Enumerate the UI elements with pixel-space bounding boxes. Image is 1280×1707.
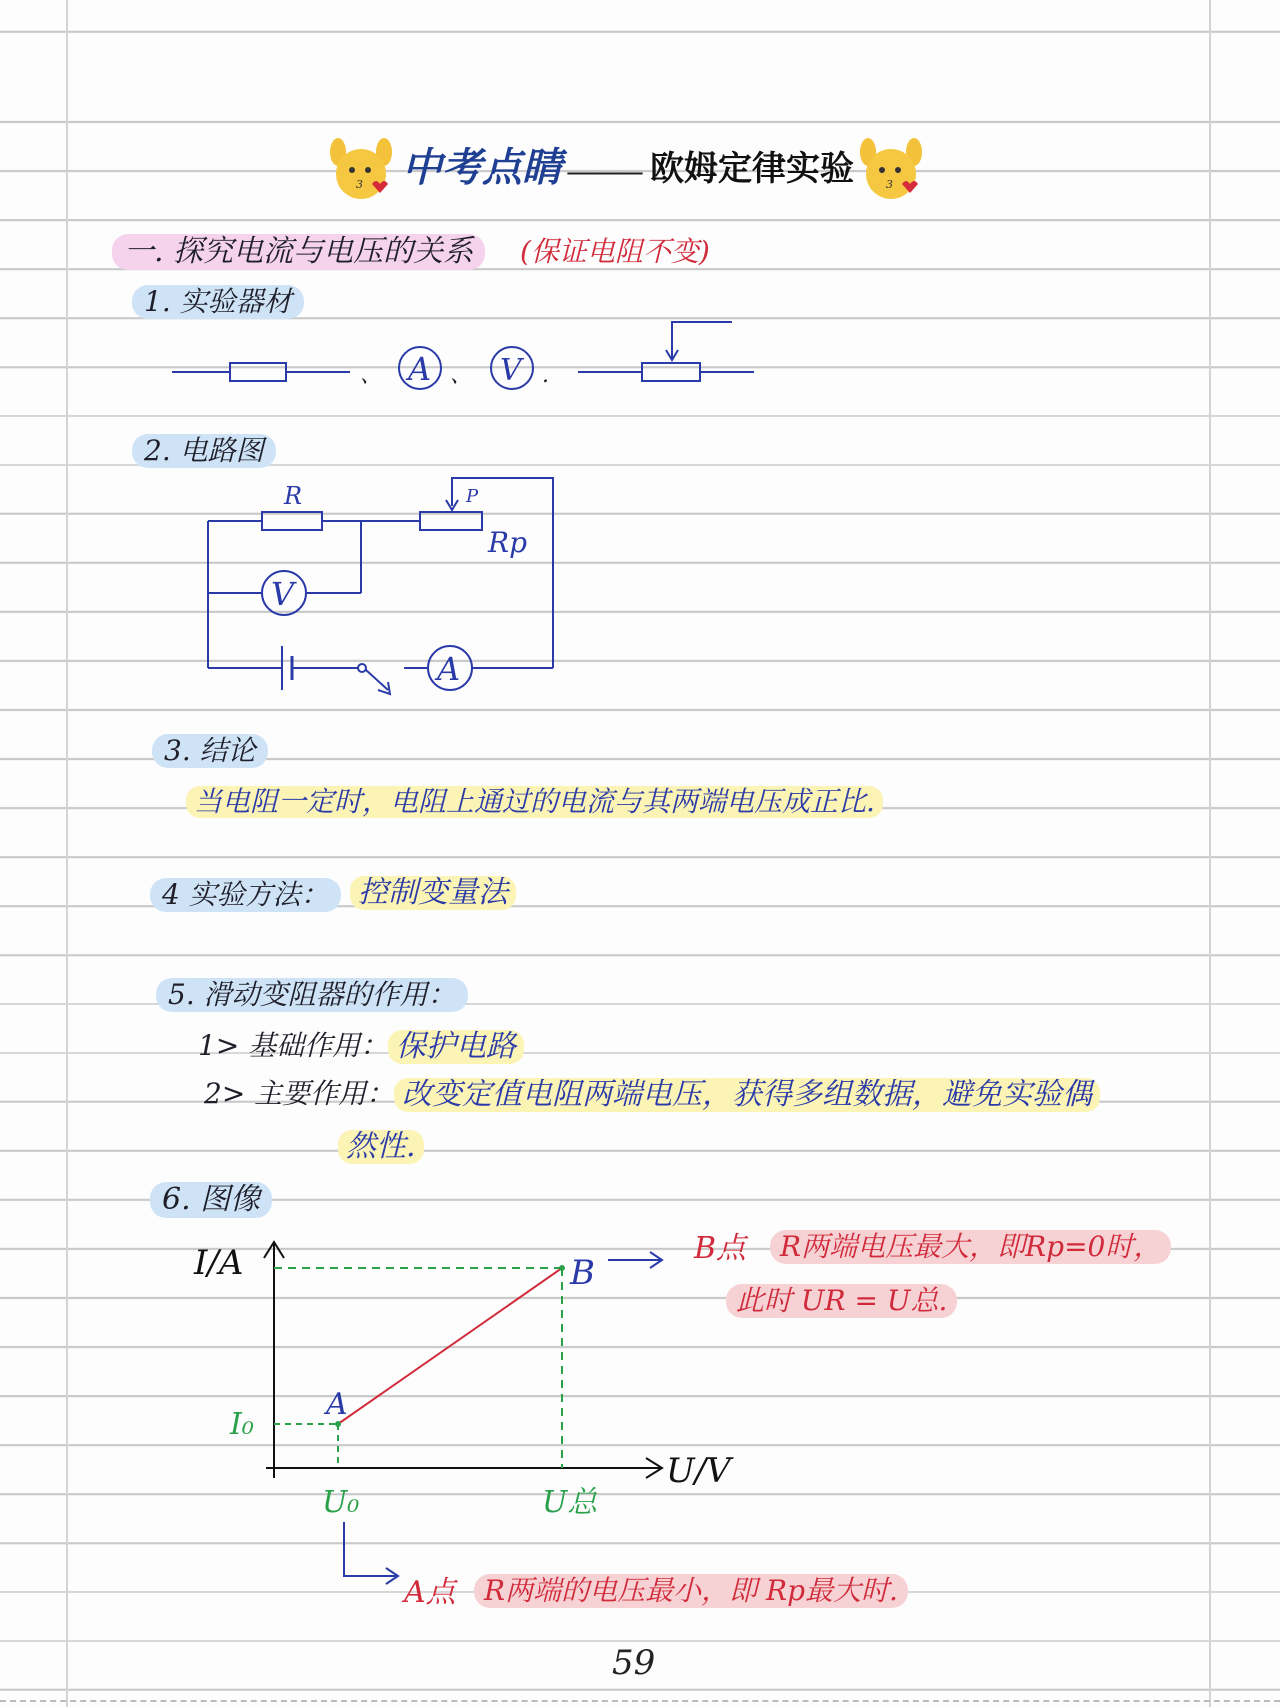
point-b-label: B (570, 1253, 595, 1293)
x-axis-label: U/V (666, 1451, 731, 1491)
i0-label: I₀ (230, 1407, 254, 1442)
conclusion-text: 当电阻一定时，电阻上通过的电流与其两端电压成正比. (186, 786, 883, 818)
a-note-text: R两端的电压最小，即 Rp最大时. (474, 1574, 908, 1608)
rheostat-basic-value: 保护电路 (388, 1030, 524, 1064)
equipment-heading: 1. 实验器材 (132, 285, 304, 319)
ammeter-symbol: A (437, 650, 461, 688)
iu-graph (180, 1220, 740, 1520)
rheostat-label: Rp (488, 526, 528, 559)
voltmeter-symbol: V (500, 353, 522, 388)
circuit-diagram (190, 468, 580, 708)
left-margin-line (66, 0, 68, 1707)
svg-text:3: 3 (886, 178, 893, 191)
separator: . (542, 363, 549, 388)
rheostat-heading: 5. 滑动变阻器的作用： (156, 978, 468, 1012)
slider-label: P (466, 486, 479, 507)
b-note-line-1: R两端电压最大，即Rp=0时， (770, 1230, 1171, 1264)
rheostat-main-label: 2> 主要作用： (204, 1077, 395, 1110)
page-cut-line (0, 1700, 1280, 1702)
rheostat-main-value: 改变定值电阻两端电压，获得多组数据，避免实验偶 (394, 1078, 1100, 1112)
title-part-b: 欧姆定律实验 (650, 149, 854, 189)
separator: 、 (360, 363, 383, 388)
page-number: 59 (612, 1643, 656, 1683)
y-axis-label: I/A (194, 1243, 244, 1283)
svg-text:3: 3 (356, 178, 363, 191)
rheostat-basic-label: 1> 基础作用： (198, 1029, 389, 1062)
title-part-a: 中考点睛 (402, 144, 562, 191)
conclusion-heading: 3. 结论 (152, 734, 268, 768)
method-heading: 4 实验方法： (150, 878, 341, 912)
u0-label: U₀ (322, 1485, 360, 1520)
method-value: 控制变量法 (350, 876, 516, 910)
voltmeter-symbol: V (271, 575, 295, 613)
b-note-line-2: 此时 UR = U总. (726, 1284, 957, 1318)
graph-heading: 6. 图像 (150, 1182, 272, 1218)
point-a-label: A (326, 1387, 348, 1422)
title-dash: ——— (566, 155, 641, 188)
emoji-face-icon (328, 136, 394, 202)
a-note-arrow (330, 1520, 410, 1590)
right-margin-line (1209, 0, 1211, 1707)
b-note-prefix: B点 (694, 1231, 747, 1266)
emoji-face-icon (858, 136, 924, 202)
separator: 、 (450, 363, 473, 388)
section-heading: 一. 探究电流与电压的关系 (112, 234, 485, 270)
ammeter-symbol: A (408, 350, 432, 388)
equipment-symbols (160, 316, 760, 396)
resistor-label: R (284, 482, 303, 510)
rheostat-main-value-cont: 然性. (338, 1130, 424, 1164)
section-note: (保证电阻不变) (520, 235, 710, 268)
circuit-heading: 2. 电路图 (132, 434, 276, 468)
a-note-prefix: A点 (404, 1575, 456, 1610)
u-total-label: U总 (542, 1485, 598, 1520)
